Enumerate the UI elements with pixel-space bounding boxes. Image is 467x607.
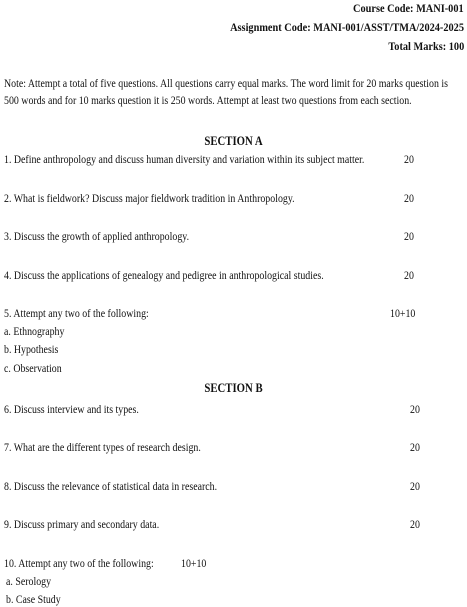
question-10-option-a: a. Serology (6, 576, 52, 588)
question-7-marks: 20 (410, 442, 420, 454)
total-marks: Total Marks: 100 (388, 39, 464, 53)
question-4: 4. Discuss the applications of genealogy and pedigree in anthropological studies. (4, 270, 324, 282)
section-a-heading: SECTION A (204, 134, 263, 148)
question-3: 3. Discuss the growth of applied anthropology. (4, 231, 190, 243)
question-6: 6. Discuss interview and its types. (4, 404, 139, 416)
question-2-marks: 20 (404, 193, 414, 205)
question-1-marks: 20 (404, 154, 414, 166)
question-5-option-c: c. Observation (4, 363, 62, 375)
question-8: 8. Discuss the relevance of statistical data in research. (4, 481, 218, 493)
question-9: 9. Discuss primary and secondary data. (4, 519, 160, 531)
question-6-marks: 20 (410, 404, 420, 416)
instructions-note: Note: Attempt a total of five questions. All questions carry equal marks. The word limit for 20 marks question is 500 words and for 10 marks question it is 250 words. Attempt at least two questions from each section. (4, 78, 448, 107)
section-b-heading: SECTION B (204, 381, 263, 395)
question-5-option-a: a. Ethnography (4, 326, 65, 338)
question-4-marks: 20 (404, 270, 414, 282)
question-2: 2. What is fieldwork? Discuss major fieldwork tradition in Anthropology. (4, 193, 295, 205)
question-10-marks: 10+10 (181, 558, 207, 570)
question-5-option-b: b. Hypothesis (4, 344, 59, 356)
question-1: 1. Define anthropology and discuss human diversity and variation within its subject matter. (4, 154, 365, 166)
question-7: 7. What are the different types of research design. (4, 442, 201, 454)
assignment-code: Assignment Code: MANI-001/ASST/TMA/2024-2025 (230, 20, 464, 34)
question-10: 10. Attempt any two of the following: (4, 558, 154, 570)
question-9-marks: 20 (410, 519, 420, 531)
course-code: Course Code: MANI-001 (353, 1, 464, 15)
question-3-marks: 20 (404, 231, 414, 243)
question-5-marks: 10+10 (390, 308, 416, 320)
question-10-option-b: b. Case Study (6, 594, 61, 606)
question-5: 5. Attempt any two of the following: (4, 308, 149, 320)
question-8-marks: 20 (410, 481, 420, 493)
